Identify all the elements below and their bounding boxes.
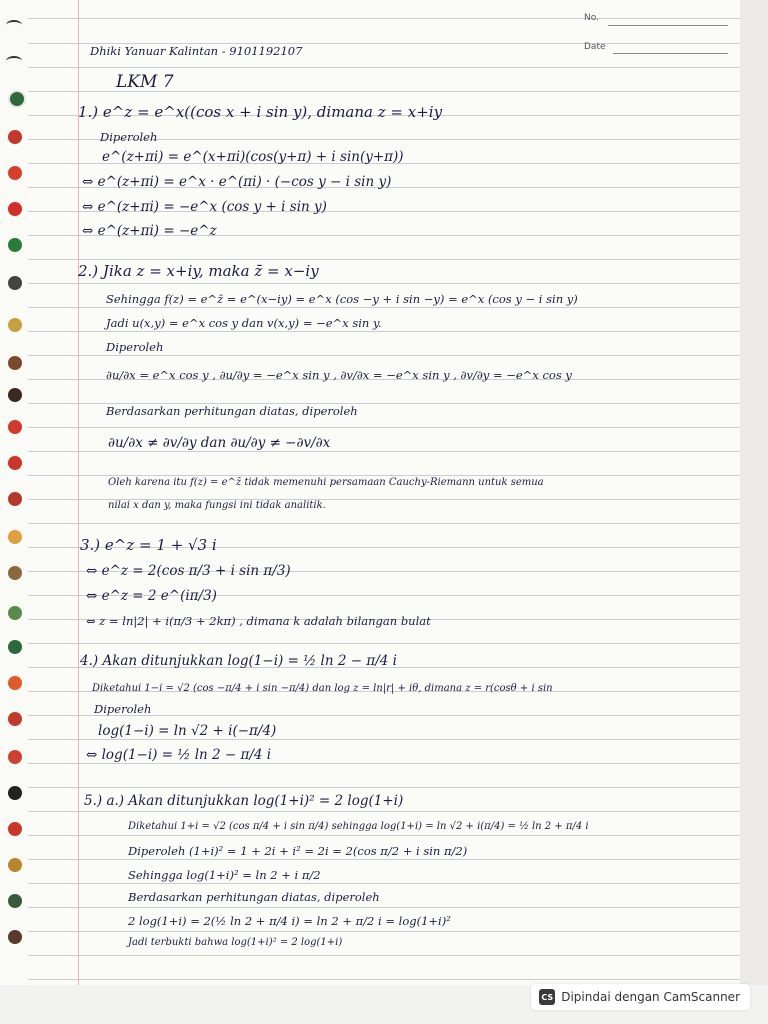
binding-ring <box>8 318 22 332</box>
camscanner-watermark <box>531 984 750 1010</box>
binding-ring <box>8 456 22 470</box>
problem-1-step-2: ⇔ e^(z+πi) = e^x · e^(πi) · (−cos y − i sin y) <box>82 174 392 190</box>
problem-5a-step-1: 2 log(1+i) = 2(½ ln 2 + π/4 i) = ln 2 + π/2 i = log(1+i)² <box>128 914 451 928</box>
problem-1-statement: 1.) e^z = e^x((cos x + i sin y), dimana z = x+iy <box>78 103 443 121</box>
binding-ring <box>8 166 22 180</box>
binding-ring <box>8 238 22 252</box>
binding-ring <box>8 822 22 836</box>
page-margin-line <box>78 0 79 985</box>
binding-ring <box>8 786 22 800</box>
problem-5a-sehingga: Sehingga log(1+i)² = ln 2 + i π/2 <box>128 868 321 882</box>
problem-2-berdasarkan: Berdasarkan perhitungan diatas, diperoleh <box>106 404 358 418</box>
binding-ring <box>8 202 22 216</box>
problem-1-step-3: ⇔ e^(z+πi) = −e^x (cos y + i sin y) <box>82 199 327 215</box>
problem-2-conclusion-1: Oleh karena itu f(z) = e^z̄ tidak memenuhi persamaan Cauchy-Riemann untuk semua <box>108 477 544 488</box>
binding-ring <box>8 566 22 580</box>
notebook-binding <box>0 0 28 985</box>
problem-3-step-3: ⇔ z = ln|2| + i(π/3 + 2kπ) , dimana k adalah bilangan bulat <box>86 614 431 628</box>
binding-ring <box>8 712 22 726</box>
no-label: No. <box>584 13 599 23</box>
binding-ring <box>8 930 22 944</box>
problem-5a-diketahui: Diketahui 1+i = √2 (cos π/4 + i sin π/4) sehingga log(1+i) = ln √2 + i(π/4) = ½ ln 2 + π/4 i <box>128 821 589 832</box>
problem-2-step-1: Sehingga f(z) = e^z̄ = e^(x−iy) = e^x (cos −y + i sin −y) = e^x (cos y − i sin y) <box>106 292 578 306</box>
problem-2-conclusion-2: nilai x dan y, maka fungsi ini tidak analitik. <box>108 500 326 511</box>
binding-ring <box>8 90 26 108</box>
author-line: Dhiki Yanuar Kalintan - 9101192107 <box>90 44 303 58</box>
problem-1-step-4: ⇔ e^(z+πi) = −e^z <box>82 223 217 239</box>
notebook-page <box>28 0 740 985</box>
binding-ring <box>8 858 22 872</box>
binding-ring <box>8 676 22 690</box>
binding-ring <box>8 640 22 654</box>
binding-ring <box>8 750 22 764</box>
problem-5a-berdasarkan: Berdasarkan perhitungan diatas, diperoleh <box>128 890 380 904</box>
problem-4-statement: 4.) Akan ditunjukkan log(1−i) = ½ ln 2 − π/4 i <box>80 653 397 669</box>
date-label: Date <box>584 42 606 52</box>
problem-4-diketahui: Diketahui 1−i = √2 (cos −π/4 + i sin −π/4) dan log z = ln|r| + iθ, dimana z = r(cosθ + i sin <box>92 683 553 694</box>
camscanner-label: Dipindai dengan CamScanner <box>561 990 740 1004</box>
binding-ring <box>8 420 22 434</box>
binding-ring <box>8 130 22 144</box>
binding-ring <box>8 530 22 544</box>
binding-ring <box>8 388 22 402</box>
problem-2-inequality: ∂u/∂x ≠ ∂v/∂y dan ∂u/∂y ≠ −∂v/∂x <box>108 435 331 451</box>
problem-3-step-2: ⇔ e^z = 2 e^(iπ/3) <box>86 588 217 604</box>
no-underline <box>608 25 728 26</box>
problem-1-diperoleh: Diperoleh <box>100 130 158 144</box>
problem-5a-conclusion: Jadi terbukti bahwa log(1+i)² = 2 log(1+i) <box>128 937 343 948</box>
problem-4-diperoleh: Diperoleh <box>94 702 152 716</box>
problem-3-step-1: ⇔ e^z = 2(cos π/3 + i sin π/3) <box>86 563 291 579</box>
problem-1-step-1: e^(z+πi) = e^(x+πi)(cos(y+π) + i sin(y+π)) <box>102 149 404 165</box>
date-underline <box>613 53 728 54</box>
problem-3-statement: 3.) e^z = 1 + √3 i <box>80 536 217 554</box>
binding-ring <box>8 356 22 370</box>
problem-2-statement: 2.) Jika z = x+iy, maka z̄ = x−iy <box>78 262 319 280</box>
problem-5a-statement: 5.) a.) Akan ditunjukkan log(1+i)² = 2 log(1+i) <box>84 793 404 809</box>
problem-2-diperoleh: Diperoleh <box>106 340 164 354</box>
binding-ring <box>8 894 22 908</box>
binding-ring <box>8 492 22 506</box>
binding-hook <box>6 20 22 30</box>
problem-2-step-2: Jadi u(x,y) = e^x cos y dan v(x,y) = −e^x sin y. <box>106 316 382 330</box>
problem-4-step-1: log(1−i) = ln √2 + i(−π/4) <box>98 723 277 739</box>
problem-2-partials: ∂u/∂x = e^x cos y , ∂u/∂y = −e^x sin y , ∂v/∂x = −e^x sin y , ∂v/∂y = −e^x cos y <box>106 368 572 382</box>
binding-ring <box>8 276 22 290</box>
problem-5a-diperoleh: Diperoleh (1+i)² = 1 + 2i + i² = 2i = 2(cos π/2 + i sin π/2) <box>128 844 468 858</box>
camscanner-logo-icon: CS <box>539 989 555 1005</box>
binding-hook <box>6 56 22 66</box>
page-title: LKM 7 <box>116 72 174 92</box>
problem-4-step-2: ⇔ log(1−i) = ½ ln 2 − π/4 i <box>86 747 272 763</box>
binding-ring <box>8 606 22 620</box>
